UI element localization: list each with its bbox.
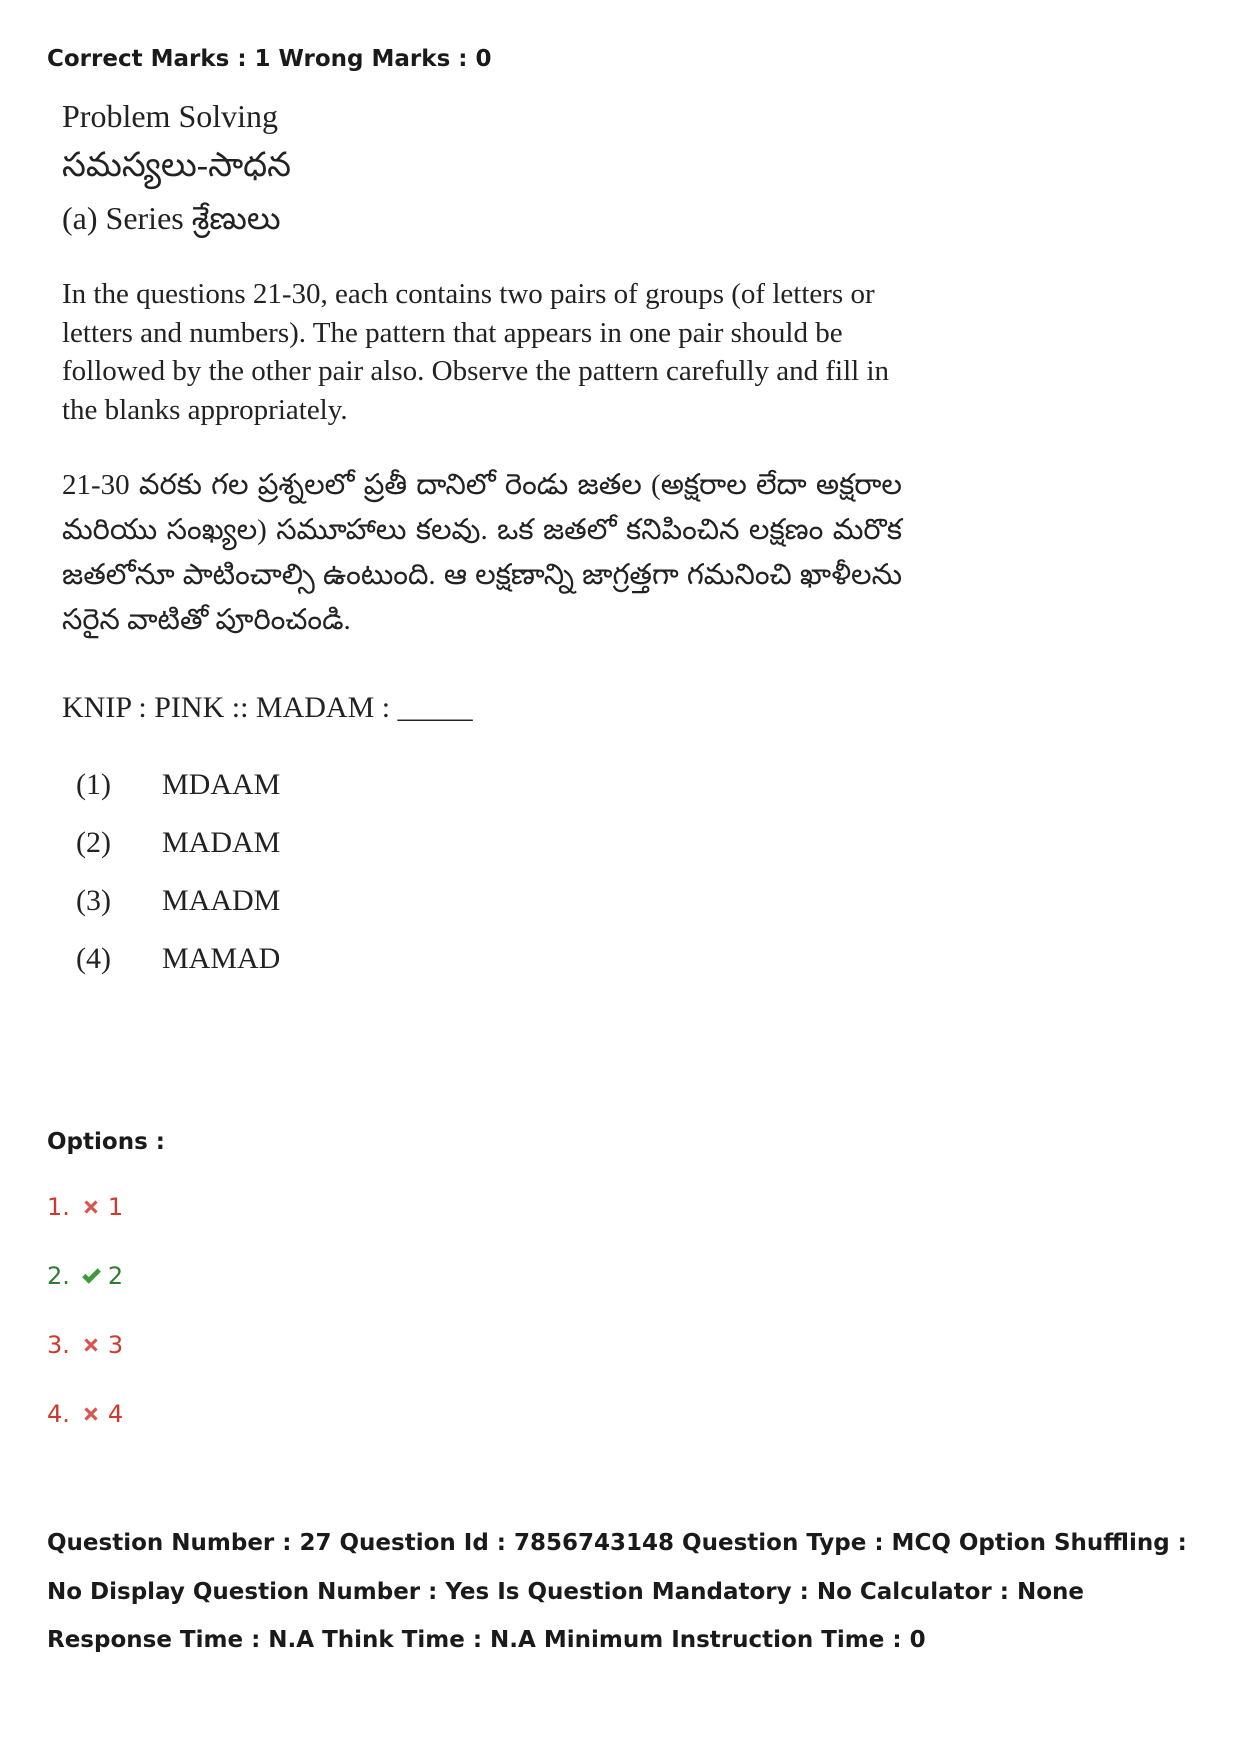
question-metadata: Question Number : 27 Question Id : 7856743148 Question Type : MCQ Option Shuffling : No Display Question Number : Yes Is Question Mandatory : No Calculator : None Response Time : N.A Think Time : N.A Minimum Instruction Time : 0: [47, 1530, 1187, 1653]
option-index: 2.: [47, 1262, 70, 1290]
choice-text: MAMAD: [162, 942, 281, 975]
option-row: [47, 1190, 123, 1224]
options-list: [47, 1190, 123, 1466]
answer-choice: [62, 872, 902, 930]
option-row: [47, 1259, 123, 1293]
question-image: [62, 92, 902, 988]
cross-icon: [80, 1334, 102, 1356]
answer-choice: [62, 814, 902, 872]
option-label: 4: [107, 1400, 124, 1428]
answer-choices: [62, 756, 902, 988]
section-heading: Problem Solving: [62, 98, 279, 134]
choice-text: MAADM: [162, 884, 281, 917]
instructions-telugu: 21-30 వరకు గల ప్రశ్నలలో ప్రతీ దానిలో రెండు జతల (అక్షరాల లేదా అక్షరాల మరియు సంఖ్యల) సమూహాలు కలవు. ఒక జతలో కనిపించిన లక్షణం మరొక జతలోనూ పాటించాల్సి ఉంటుంది. ఆ లక్షణాన్ని జాగ్రత్తగా గమనించి ఖాళీలను సరైన వాటితో పూరించండి.: [62, 469, 902, 636]
cross-icon: [80, 1403, 102, 1425]
option-index: 3.: [47, 1331, 70, 1359]
choice-text: MDAAM: [162, 768, 281, 801]
section-subheading: (a) Series శ్రేణులు: [62, 200, 281, 236]
choice-number: (3): [76, 884, 111, 917]
choice-text: MADAM: [162, 826, 281, 859]
option-label: 3: [107, 1331, 124, 1359]
answer-choice: [62, 756, 902, 814]
options-title: Options :: [47, 1129, 165, 1155]
answer-choice: [62, 930, 902, 988]
choice-number: (4): [76, 942, 111, 975]
section-heading-telugu: సమస్యలు-సాధన: [62, 147, 292, 184]
option-row: [47, 1328, 123, 1362]
choice-number: (2): [76, 826, 111, 859]
option-index: 1.: [47, 1193, 70, 1221]
instructions-english: In the questions 21-30, each contains two pairs of groups (of letters or letters and numbers). The pattern that appears in one pair should be followed by the other pair also. Observe the pattern carefully and fill in the blanks appropriately.: [62, 278, 890, 426]
choice-number: (1): [76, 768, 111, 801]
option-index: 4.: [47, 1400, 70, 1428]
cross-icon: [80, 1196, 102, 1218]
check-icon: [80, 1265, 102, 1287]
option-label: 2: [107, 1262, 124, 1290]
marks-header: Correct Marks : 1 Wrong Marks : 0: [47, 46, 492, 72]
option-row: [47, 1397, 123, 1431]
option-label: 1: [107, 1193, 124, 1221]
question-text: KNIP : PINK :: MADAM : _____: [62, 691, 473, 724]
